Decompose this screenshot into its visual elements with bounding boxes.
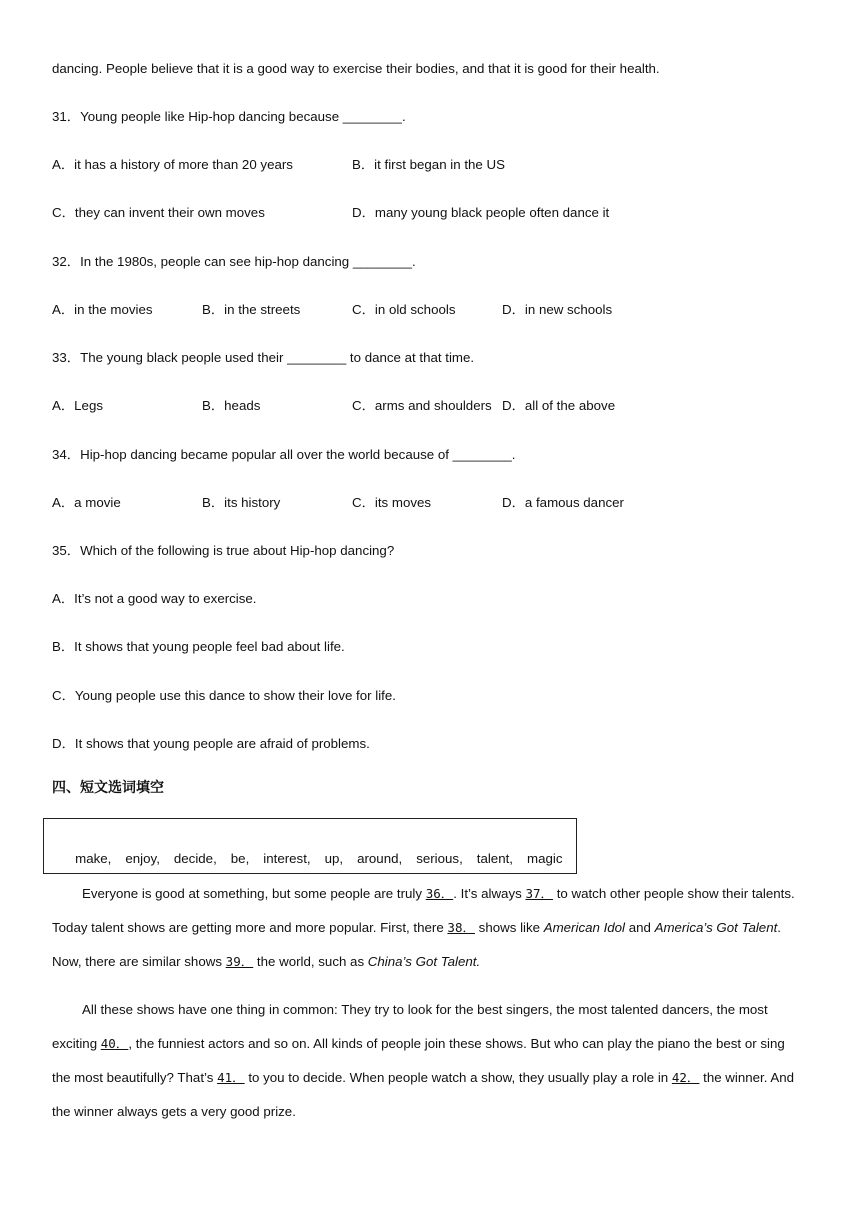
question-34-option-b[interactable]: B．its history [202,495,281,510]
question-32-option-d[interactable]: D．in new schools [502,302,613,317]
show-title: American Idol [543,920,626,935]
word-bank-item: around, [357,851,403,866]
question-35-stem: 35．Which of the following is true about Hip-hop dancing? [52,543,395,558]
para2-text: , the funniest actors and so on. All kinds of people join these shows. But who can play the piano the best or sing the most beautifully? That’s [52,1036,785,1085]
word-bank-item: be, [230,851,250,866]
para2-text: the winner. And the winner always gets a very good prize. [52,1070,795,1119]
passage-paragraph-1 [52,877,804,979]
blank-36[interactable]: 36． [425,886,454,901]
para1-text: shows like [474,920,544,935]
question-34-stem: 34．Hip-hop dancing became popular all over the world because of ________. [52,447,516,462]
word-bank-item: serious, [416,851,463,866]
question-33-option-a[interactable]: A．Legs [52,398,103,413]
para1-text: . It’s always [453,886,526,901]
question-33-stem: 33．The young black people used their ________ to dance at that time. [52,350,475,365]
para1-text: Everyone is good at something, but some people are truly [82,886,426,901]
para1-text: and [625,920,655,935]
word-bank-item: make, [75,851,112,866]
word-bank-item: enjoy, [125,851,160,866]
word-bank-box [43,818,577,874]
question-31-option-a[interactable]: A．it has a history of more than 20 years [52,157,293,172]
question-35-option-b[interactable]: B．It shows that young people feel bad about life. [52,639,345,654]
word-bank-item: decide, [173,851,217,866]
question-32-option-a[interactable]: A．in the movies [52,302,153,317]
blank-42[interactable]: 42． [671,1070,700,1085]
section-4-title: 四、短文选词填空 [52,780,164,796]
question-31-option-b[interactable]: B．it first began in the US [352,157,505,172]
question-35-option-d[interactable]: D．It shows that young people are afraid of problems. [52,736,370,751]
question-32-stem: 32．In the 1980s, people can see hip-hop dancing ________. [52,254,416,269]
question-32-option-b[interactable]: B．in the streets [202,302,301,317]
para2-text: All these shows have one thing in common: They try to look for the best singers, the most talented dancers, the most exciting [52,1002,768,1051]
passage-paragraph-2 [52,993,804,1129]
word-bank-item: talent, [476,851,513,866]
word-bank-item: magic [527,851,563,866]
blank-37[interactable]: 37． [525,886,554,901]
para1-text: to watch other people show their talents. Today talent shows are getting more and more popular. First, there [52,886,795,935]
question-33-option-b[interactable]: B．heads [202,398,261,413]
question-31-option-c[interactable]: C．they can invent their own moves [52,205,265,220]
blank-39[interactable]: 39． [225,954,254,969]
show-title: America’s Got Talent [654,920,778,935]
question-31-option-d[interactable]: D．many young black people often dance it [352,205,610,220]
question-35-option-c[interactable]: C．Young people use this dance to show their love for life. [52,688,396,703]
blank-41[interactable]: 41． [217,1070,245,1085]
question-34-option-d[interactable]: D．a famous dancer [502,495,624,510]
word-bank-item: up, [324,851,344,866]
question-34-option-a[interactable]: A．a movie [52,495,121,510]
question-33-option-c[interactable]: C．arms and shoulders [352,398,492,413]
passage-end-text: dancing. People believe that it is a good way to exercise their bodies, and that it is good for their health. [52,61,660,76]
question-32-option-c[interactable]: C．in old schools [352,302,456,317]
show-title: China’s Got Talent. [367,954,481,969]
para2-text: to you to decide. When people watch a show, they usually play a role in [244,1070,672,1085]
para1-text: the world, such as [253,954,368,969]
blank-38[interactable]: 38． [447,920,475,935]
blank-40[interactable]: 40． [100,1036,129,1051]
question-35-option-a[interactable]: A．It’s not a good way to exercise. [52,591,257,606]
question-33-option-d[interactable]: D．all of the above [502,398,616,413]
para1-text: . Now, there are similar shows [52,920,781,969]
word-bank-item: interest, [263,851,311,866]
question-34-option-c[interactable]: C．its moves [352,495,432,510]
question-31-stem: 31．Young people like Hip-hop dancing because ________. [52,109,406,124]
